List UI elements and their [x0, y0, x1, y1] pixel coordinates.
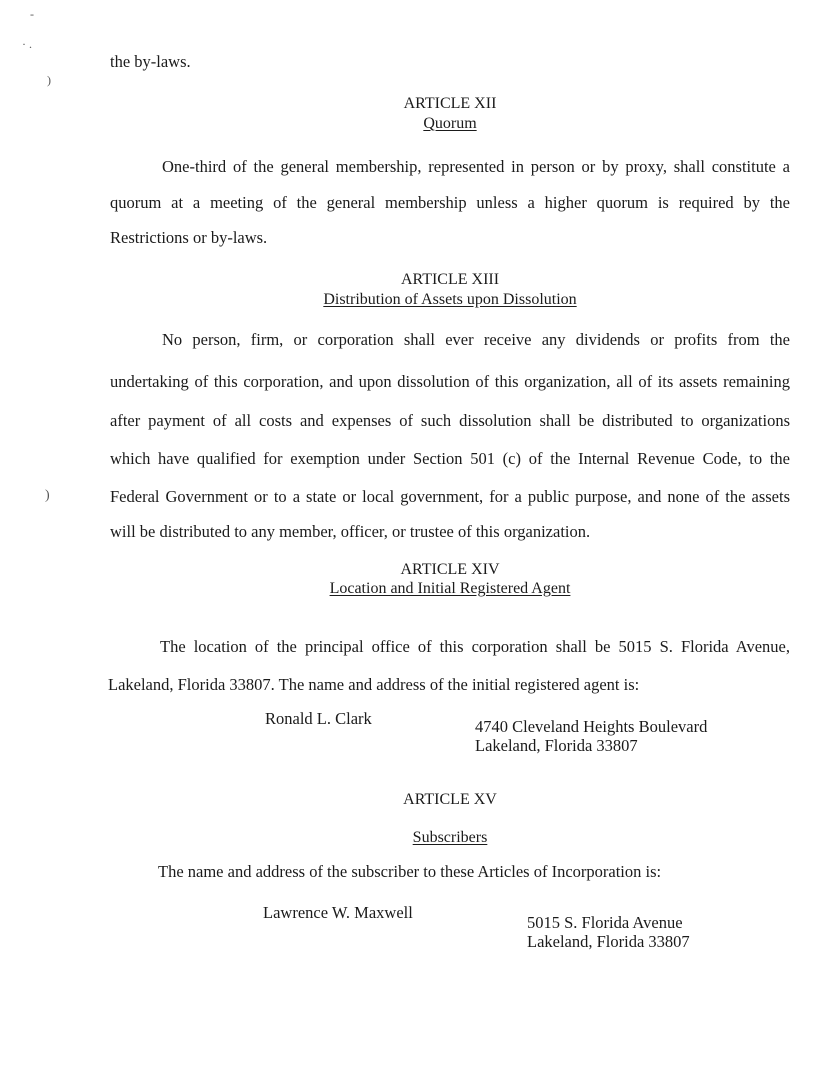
- article-12-line-1: One-third of the general membership, represented in person or by proxy, shall constitute a: [162, 157, 790, 176]
- article-12-line-3: Restrictions or by-laws.: [110, 228, 268, 247]
- article-13-line-3: after payment of all costs and expenses of such dissolution shall be distributed to organizations: [110, 411, 790, 430]
- article-12-number: ARTICLE XII: [403, 95, 497, 112]
- registered-agent-address-line-2: Lakeland, Florida 33807: [475, 736, 638, 755]
- article-13-line-1: No person, firm, or corporation shall ever receive any dividends or profits from the: [162, 330, 790, 349]
- scan-speck: · .: [22, 37, 32, 51]
- registered-agent-address-line-1: 4740 Cleveland Heights Boulevard: [475, 717, 708, 736]
- article-12-title-text: Quorum: [423, 115, 477, 132]
- article-13-title: [250, 290, 650, 310]
- article-14-line-2: Lakeland, Florida 33807. The name and address of the initial registered agent is:: [108, 675, 640, 694]
- subscriber-name: Lawrence W. Maxwell: [263, 903, 413, 922]
- article-14-title-text: Location and Initial Registered Agent: [329, 580, 571, 597]
- article-14-title: [250, 579, 650, 599]
- intro-tail-text: the by-laws.: [110, 52, 191, 71]
- subscriber-address-line-2: Lakeland, Florida 33807: [527, 932, 690, 951]
- subscriber-address-line-1: 5015 S. Florida Avenue: [527, 913, 683, 932]
- scan-speck: -: [30, 7, 34, 21]
- article-14-number: ARTICLE XIV: [400, 561, 500, 578]
- article-13-line-5: Federal Government or to a state or local government, for a public purpose, and none of the assets: [110, 487, 790, 506]
- article-12-title: [300, 114, 600, 134]
- scan-speck: ): [45, 488, 50, 503]
- article-13-title-text: Distribution of Assets upon Dissolution: [323, 291, 577, 308]
- registered-agent-name: Ronald L. Clark: [265, 709, 372, 728]
- article-14-line-1: The location of the principal office of this corporation shall be 5015 S. Florida Avenue,: [160, 637, 790, 656]
- article-13-line-2: undertaking of this corporation, and upon dissolution of this organization, all of its assets remaining: [110, 372, 790, 391]
- article-13-line-6: will be distributed to any member, officer, or trustee of this organization.: [110, 522, 591, 541]
- article-15-title-text: Subscribers: [412, 829, 488, 846]
- article-13-line-4: which have qualified for exemption under Section 501 (c) of the Internal Revenue Code, to the: [110, 449, 790, 468]
- article-15-number: ARTICLE XV: [403, 791, 497, 808]
- scan-speck: ): [47, 73, 51, 87]
- article-12-line-2: quorum at a meeting of the general membership unless a higher quorum is required by the: [110, 193, 790, 212]
- article-15-line-1: The name and address of the subscriber to these Articles of Incorporation is:: [158, 862, 662, 881]
- article-13-number: ARTICLE XIII: [400, 271, 500, 288]
- article-15-title: [300, 828, 600, 848]
